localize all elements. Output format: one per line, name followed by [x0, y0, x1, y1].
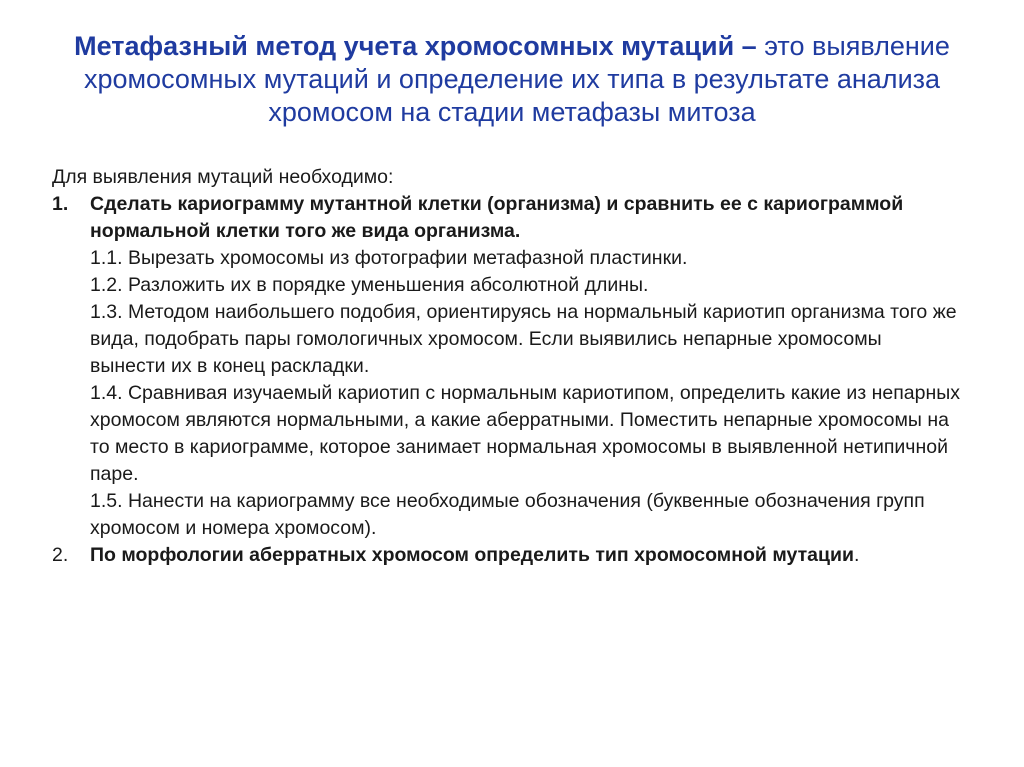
- list-item-2: [52, 542, 962, 569]
- sub-item-1-1: 1.1. Вырезать хромосомы из фотографии метафазной пластинки.: [90, 247, 688, 269]
- slide-title: [70, 30, 954, 129]
- sub-item-1-2: 1.2. Разложить их в порядке уменьшения абсолютной длины.: [90, 274, 649, 296]
- slide-body: [52, 164, 962, 569]
- title-definition: это выявление хромосомных мутаций и определение их типа в результате анализа хромосом на стадии метафазы митоза: [83, 31, 950, 127]
- list-item-1-main: Сделать кариограмму мутантной клетки (организма) и сравнить ее с кариограммой нормальной клетки того же вида организма.: [90, 193, 904, 242]
- title-term: Метафазный метод учета хромосомных мутаций –: [74, 31, 757, 61]
- list-item-2-end: .: [853, 544, 860, 566]
- sub-item-1-3: 1.3. Методом наибольшего подобия, ориентируясь на нормальный кариотип организма того же вида, подобрать пары гомологичных хромосом. Если выявились непарные хромосомы вынести их в конец раскладки.: [90, 301, 957, 377]
- list-item-1-number: 1.: [52, 193, 69, 215]
- sub-item-1-4: 1.4. Сравнивая изучаемый кариотип с нормальным кариотипом, определить какие из непарных хромосом являются нормальными, а какие аберратными. Поместить непарные хромосомы на то место в кариограмме, которое занимает нормальная хромосомы в выявленной нетипичной паре.: [90, 382, 961, 485]
- list-item-2-main: По морфологии аберратных хромосом определить тип хромосомной мутации: [90, 544, 854, 566]
- intro-text: Для выявления мутаций необходимо:: [52, 166, 394, 188]
- list-item-1: [52, 191, 962, 542]
- list-item-2-number: 2.: [52, 544, 69, 566]
- sub-item-1-5: 1.5. Нанести на кариограмму все необходимые обозначения (буквенные обозначения групп хромосом и номера хромосом).: [90, 490, 925, 539]
